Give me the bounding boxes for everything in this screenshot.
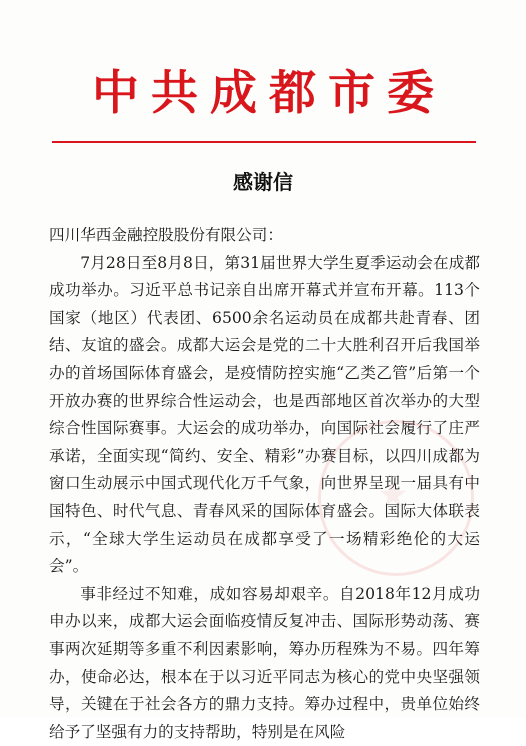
paragraph-1: 7月28日至8月8日，第31届世界大学生夏季运动会在成都成功举办。习近平总书记亲自出席开幕式并宣布开幕。113个国家（地区）代表团、6500余名运动员在成都共赴青春、团结、友谊的盛会。成都大运会是党的二十大胜利召开后我国举办的首场国际体育盛会，是疫情防控实施“乙类乙管”后第一个开放办赛的世界综合性运动会，也是西部地区首次举办的大型综合性国际赛事。大运会的成功举办，向国际社会履行了庄严承诺，全面实现“简约、安全、精彩”办赛目标，以四川成都为窗口生动展示中国式现代化万千气象，向世界呈现一届具有中国特色、时代气息、青春风采的国际体育盛会。国际大体联表示，“全球大学生运动员在成都享受了一场精彩绝伦的大运会”。 xyxy=(49,253,480,576)
letter-body xyxy=(49,222,480,746)
salutation: 四川华西金融控股股份有限公司： xyxy=(49,226,283,244)
masthead-org-name: 中共成都市委 xyxy=(92,66,446,121)
letter-title: 感谢信 xyxy=(233,170,293,194)
masthead-red-rule xyxy=(52,141,476,143)
paragraph-2: 事非经过不知难，成如容易却艰辛。自2018年12月成功申办以来，成都大运会面临疫情反复冲击、国际形势动荡、赛事两次延期等多重不利因素影响，筹办历程殊为不易。四年筹办，使命必达，根本在于以习近平同志为核心的党中央坚强领导，关键在于社会各方的鼎力支持。筹办过程中，贵单位始终给予了坚强有力的支持帮助，特别是在风险 xyxy=(49,584,480,741)
